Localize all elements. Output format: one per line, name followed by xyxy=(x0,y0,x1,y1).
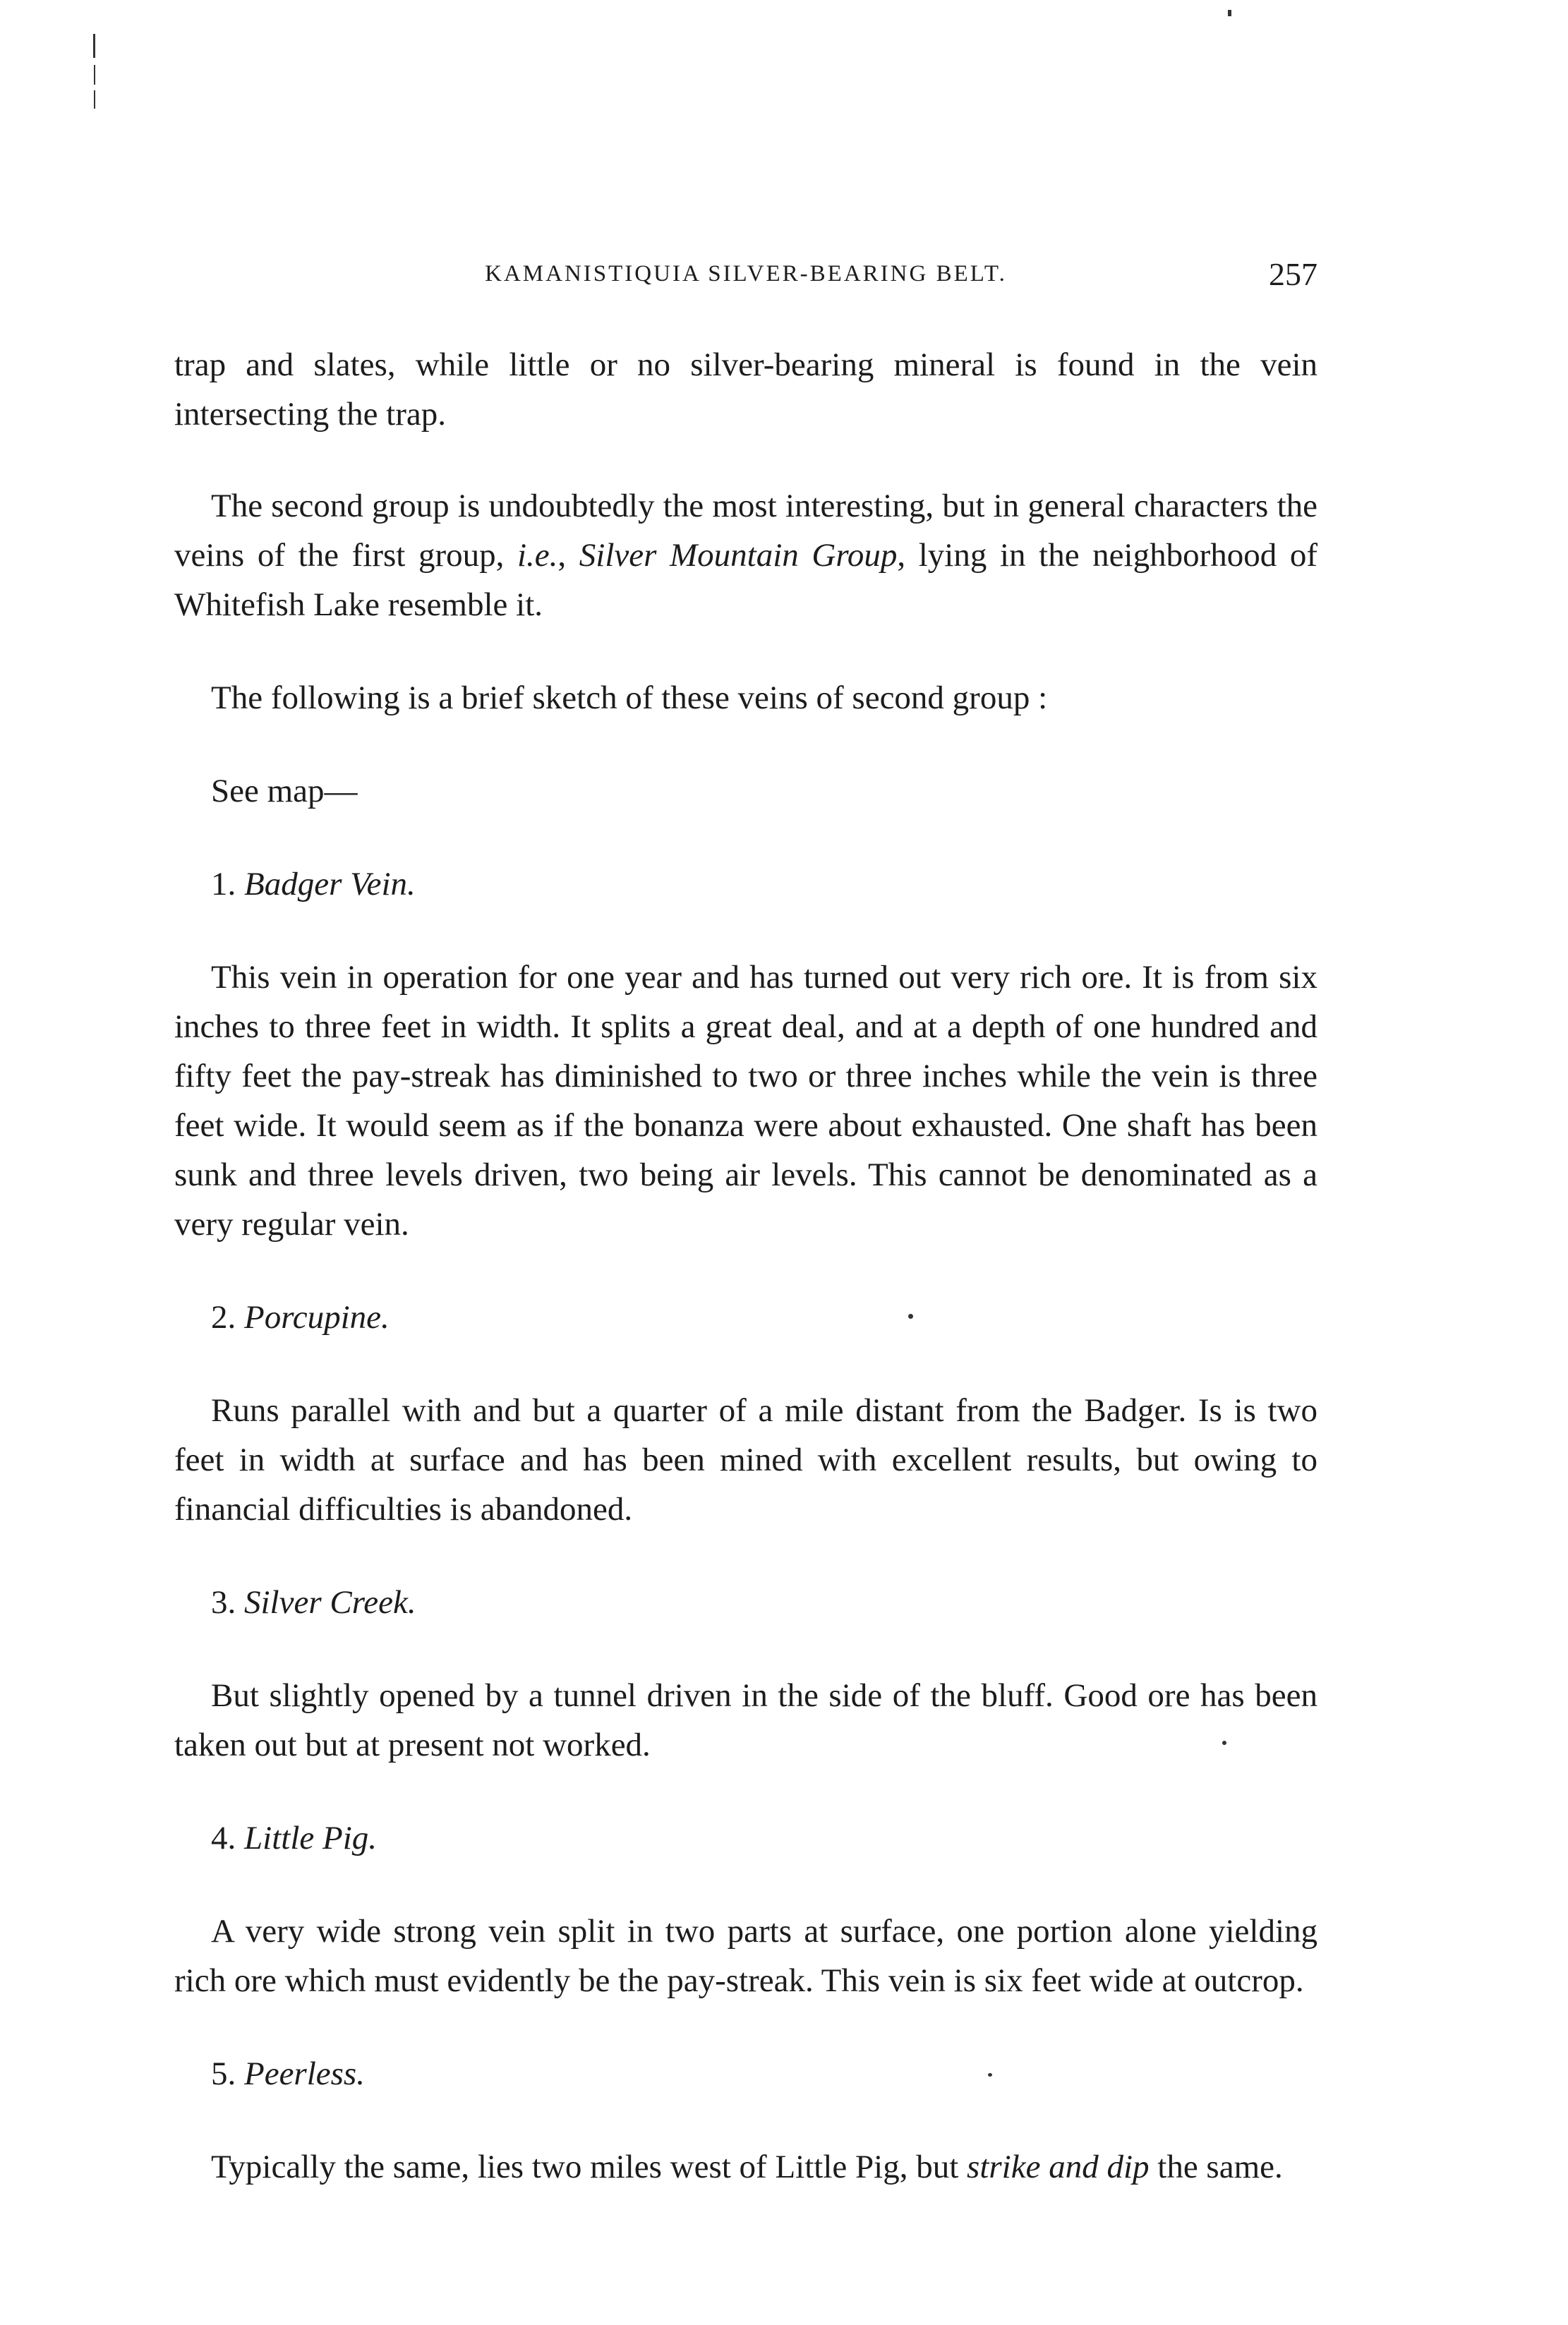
paragraph-text: , lying in the neighborhood of Whitefish Lake resemble it. xyxy=(174,537,1318,623)
italic-text: Silver Mountain Group xyxy=(579,537,898,574)
margin-mark xyxy=(93,34,95,58)
heading-title: Peerless. xyxy=(244,2055,365,2092)
heading-title: Badger Vein. xyxy=(244,866,416,902)
paragraph-text: The second group is undoubtedly the most interesting, but in general characters the veins of the first group, xyxy=(174,488,1317,574)
heading-number: 4. xyxy=(211,1820,236,1856)
margin-mark xyxy=(1228,10,1231,16)
section-heading xyxy=(174,2049,1317,2098)
paragraph-text: , xyxy=(557,537,579,574)
heading-number: 2. xyxy=(211,1299,236,1336)
ink-speck xyxy=(1222,1741,1226,1745)
section-heading xyxy=(174,1813,1317,1863)
paragraph-text: A very wide strong vein split in two parts at surface, one portion alone yielding rich ore which must evidently be the pay-streak. This vein is six feet wide at outcrop. xyxy=(174,1913,1317,1999)
paragraph-text: But slightly opened by a tunnel driven in the side of the bluff. Good ore has been taken out but at present not worked. xyxy=(174,1677,1317,1763)
paragraph-text: the same. xyxy=(1149,2149,1283,2185)
paragraph xyxy=(174,673,1317,723)
paragraph xyxy=(174,953,1317,1249)
paragraph-text: See map— xyxy=(211,773,358,809)
paragraph-text: This vein in operation for one year and has turned out very rich ore. It is from six inches to three feet in width. It splits a great deal, and at a depth of one hundred and fifty feet the pay-streak has diminished to two or three inches while the vein is three feet wide. It would seem as if the bonanza were about exhausted. One shaft has been sunk and three levels driven, two being air levels. This cannot be denominated as a very regular vein. xyxy=(174,959,1317,1243)
running-title: KAMANISTIQUIA SILVER-BEARING BELT. xyxy=(485,261,1007,286)
section-heading xyxy=(174,1293,1317,1342)
margin-mark xyxy=(94,65,95,85)
paragraph xyxy=(174,1386,1317,1534)
paragraph xyxy=(174,766,1317,816)
paragraph-text: Runs parallel with and but a quarter of a mile distant from the Badger. Is is two feet in width at surface and has been mined with excellent results, but owing to financial difficulties is abandoned. xyxy=(174,1392,1317,1528)
paragraph-text: Typically the same, lies two miles west of Little Pig, but xyxy=(211,2149,967,2185)
paragraph xyxy=(174,340,1317,439)
heading-title: Porcupine. xyxy=(244,1299,390,1336)
paragraph xyxy=(174,2142,1317,2192)
ink-speck xyxy=(908,1314,913,1319)
heading-number: 1. xyxy=(211,866,236,902)
page-number: 257 xyxy=(1269,256,1317,292)
section-heading xyxy=(174,859,1317,909)
paragraph-text: trap and slates, while little or no silver-bearing mineral is found in the vein intersecting the trap. xyxy=(174,346,1317,433)
paragraph xyxy=(174,481,1317,629)
heading-title: Little Pig. xyxy=(244,1820,377,1856)
section-heading xyxy=(174,1578,1317,1627)
paragraph xyxy=(174,1671,1317,1770)
paragraph xyxy=(174,1907,1317,2005)
heading-number: 3. xyxy=(211,1584,236,1621)
heading-number: 5. xyxy=(211,2055,236,2092)
ink-speck xyxy=(988,2073,992,2077)
margin-mark xyxy=(94,90,95,109)
running-head xyxy=(174,255,1317,298)
italic-text: strike and dip xyxy=(967,2149,1150,2185)
heading-title: Silver Creek. xyxy=(244,1584,416,1621)
page-body xyxy=(174,340,1317,2192)
italic-text: i.e. xyxy=(517,537,558,574)
paragraph-text: The following is a brief sketch of these veins of second group : xyxy=(211,680,1048,716)
